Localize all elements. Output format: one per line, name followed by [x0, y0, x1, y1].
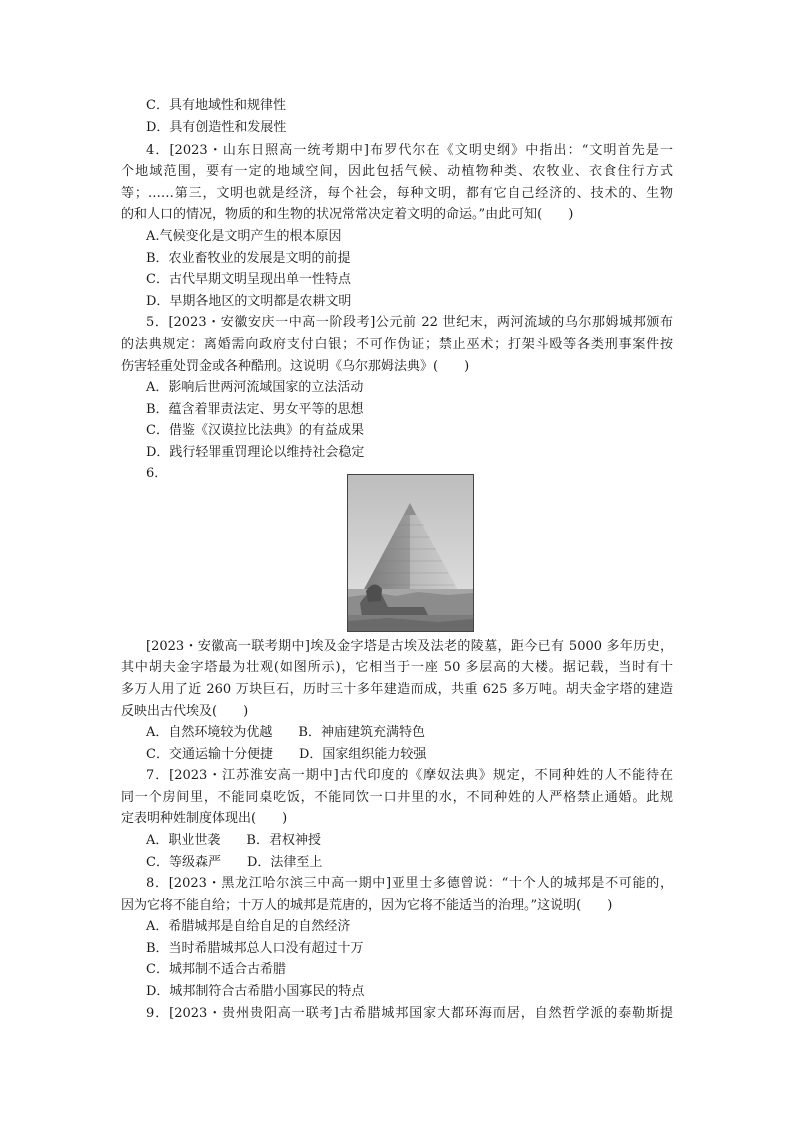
question-5-stem: 的法典规定：离婚需向政府支付白银；不可作伪证；禁止巫术；打架斗殴等各类刑事案件按 — [121, 337, 673, 352]
option-d-q8: D．城邦制符合古希腊小国寡民的特点 — [146, 984, 365, 999]
question-6-stem: 其中胡夫金字塔最为壮观(如图所示)，它相当于一座 50 多层高的大楼。据记载，当时有十 — [121, 660, 673, 675]
question-6-stem: [2023・安徽高一联考期中]埃及金字塔是古埃及法老的陵墓，距今已有 5000 多年历史， — [146, 639, 673, 654]
option-d-q4: D．早期各地区的文明都是农耕文明 — [146, 294, 352, 309]
options-ab-q7: A．职业世袭 B．君权神授 — [146, 833, 321, 848]
option-d-q5: D．践行轻罪重罚理论以维持社会稳定 — [146, 445, 365, 460]
question-8-stem: 8．[2023・黑龙江哈尔滨三中高一期中]亚里士多德曾说：“十个人的城邦是不可能的， — [146, 876, 673, 891]
option-a-q5: A．影响后世两河流域国家的立法活动 — [146, 380, 364, 395]
question-7-stem: 7．[2023・江苏淮安高一期中]古代印度的《摩奴法典》规定，不同种姓的人不能待在 — [146, 768, 673, 783]
question-5-stem: 5．[2023・安徽安庆一中高一阶段考]公元前 22 世纪末，两河流域的乌尔那姆城邦颁布 — [146, 315, 673, 330]
pyramid-sphinx-image — [348, 475, 473, 631]
option-c-q8: C．城邦制不适合古希腊 — [146, 962, 286, 977]
option-a-q4: A.气候变化是文明产生的根本原因 — [146, 229, 342, 244]
question-4-stem: 个地域范围，要有一定的地域空间，因此包括气候、动植物种类、农牧业、衣食住行方式 — [121, 164, 673, 179]
question-7-stem: 定表明种姓制度体现出( ) — [121, 811, 288, 826]
option-c-q4: C．古代早期文明呈现出单一性特点 — [146, 272, 351, 287]
option-c-q3: C．具有地域性和规律性 — [146, 98, 286, 113]
question-6-stem: 反映出古代埃及( ) — [121, 704, 249, 719]
question-8-stem: 因为它将不能自给；十万人的城邦是荒唐的，因为它将不能适当的治理。”这说明( ) — [121, 898, 613, 913]
options-cd-q7: C．等级森严 D．法律至上 — [146, 855, 323, 870]
question-4-stem: 4．[2023・山东日照高一统考期中]布罗代尔在《文明史纲》中指出：“文明首先是一 — [146, 143, 673, 158]
question-6-stem: 多万人用了近 260 万块巨石，历时三十多年建造而成，共重 625 多万吨。胡夫金字塔的建造 — [121, 682, 673, 697]
option-b-q4: B．农业畜牧业的发展是文明的前提 — [146, 251, 351, 266]
option-c-q5: C．借鉴《汉谟拉比法典》的有益成果 — [146, 423, 364, 438]
question-5-stem: 伤害轻重处罚金或各种酷刑。这说明《乌尔那姆法典》( ) — [121, 359, 470, 374]
option-b-q8: B．当时希腊城邦总人口没有超过十万 — [146, 941, 364, 956]
question-9-stem: 9．[2023・贵州贵阳高一联考]古希腊城邦国家大都环海而居，自然哲学派的泰勒斯提 — [146, 1006, 673, 1021]
options-ab-q6: A．自然环境较为优越 B．神庙建筑充满特色 — [146, 725, 425, 740]
option-b-q5: B．蕴含着罪责法定、男女平等的思想 — [146, 402, 364, 417]
question-4-stem: 的和人口的情况，物质的和生物的状况常常决定着文明的命运。”由此可知( ) — [121, 207, 574, 222]
question-6-number: 6． — [146, 466, 168, 481]
options-cd-q6: C．交通运输十分便捷 D．国家组织能力较强 — [146, 747, 427, 762]
pyramid-sphinx-photo — [347, 474, 474, 632]
question-4-stem: 等；……第三，文明也就是经济，每个社会，每种文明，都有它自己经济的、技术的、生物 — [121, 186, 673, 201]
question-7-stem: 同一个房间里，不能同桌吃饭，不能同饮一口井里的水，不同种姓的人严格禁止通婚。此规 — [121, 790, 673, 805]
option-d-q3: D．具有创造性和发展性 — [146, 120, 287, 135]
option-a-q8: A．希腊城邦是自给自足的自然经济 — [146, 919, 351, 934]
